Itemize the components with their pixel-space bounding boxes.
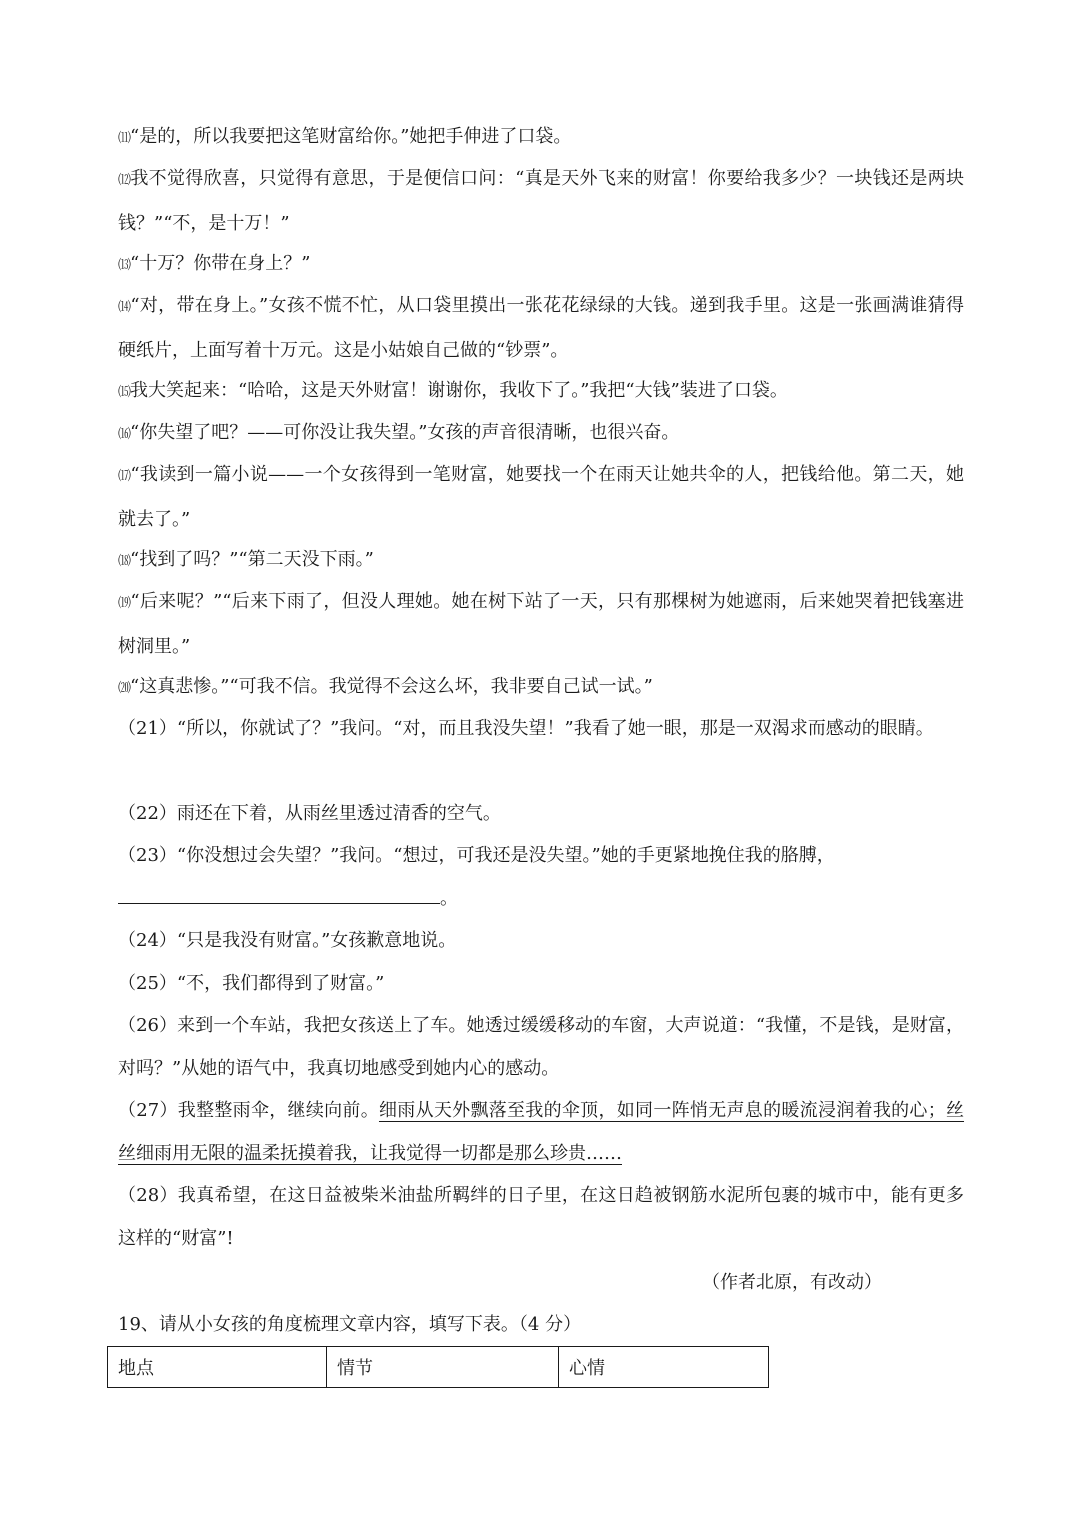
paragraph-number: （24） bbox=[118, 930, 177, 951]
paragraph-18 bbox=[118, 539, 964, 584]
paragraph-text: 我大笑起来：“哈哈，这是天外财富！谢谢你，我收下了。”我把“大钱”装进了口袋。 bbox=[130, 380, 788, 401]
paragraph-text: “你失望了吧？——可你没让我失望。”女孩的声音很清晰，也很兴奋。 bbox=[130, 422, 680, 443]
paragraph-text: “十万？你带在身上？” bbox=[130, 253, 311, 274]
paragraph-text: 我整整雨伞，继续向前。 bbox=[177, 1100, 379, 1121]
paragraph-text: “只是我没有财富。”女孩歉意地说。 bbox=[176, 930, 457, 951]
paragraph-text: “后来呢？”“后来下雨了，但没人理她。她在树下站了一天，只有那棵树为她遮雨，后来她哭着把钱塞进树洞里。” bbox=[118, 591, 964, 657]
paragraph-number: （27） bbox=[118, 1100, 178, 1121]
paragraph-12 bbox=[118, 158, 964, 245]
paragraph-17 bbox=[118, 454, 964, 541]
paragraph-text: “你没想过会失望？”我问。“想过，可我还是没失望。”她的手更紧地挽住我的胳膊， bbox=[176, 845, 835, 866]
paragraph-number: ⒄ bbox=[118, 469, 131, 484]
header-cell-location[interactable]: 地点 bbox=[108, 1347, 327, 1388]
paragraph-text: “我读到一篇小说——一个女孩得到一笔财富，她要找一个在雨天让她共伞的人，把钱给他。第二天，她就去了。” bbox=[118, 464, 964, 530]
paragraph-number: ⒆ bbox=[118, 596, 131, 611]
paragraph-text: “是的，所以我要把这笔财富给你。”她把手伸进了口袋。 bbox=[130, 126, 572, 147]
paragraph-25 bbox=[118, 963, 964, 1006]
paragraph-number: ⒀ bbox=[118, 258, 131, 273]
paragraph-text: “找到了吗？”“第二天没下雨。” bbox=[130, 549, 374, 570]
paragraph-20 bbox=[118, 666, 964, 711]
paragraph-number: ⑿ bbox=[118, 173, 131, 188]
paragraph-26 bbox=[118, 1005, 964, 1090]
paragraph-14 bbox=[118, 285, 964, 372]
answer-table bbox=[107, 1346, 769, 1388]
paragraph-24 bbox=[118, 920, 964, 963]
paragraph-number: （26） bbox=[118, 1015, 178, 1036]
paragraph-19 bbox=[118, 581, 964, 668]
paragraph-number: （22） bbox=[118, 803, 177, 824]
paragraph-number: ⒇ bbox=[118, 681, 131, 696]
author-credit: （作者北原，有改动） bbox=[702, 1272, 882, 1293]
paragraph-22 bbox=[118, 793, 964, 836]
paragraph-number: ⑾ bbox=[118, 131, 131, 146]
paragraph-number: （23） bbox=[118, 845, 177, 866]
blank-suffix: 。 bbox=[440, 888, 458, 909]
paragraph-number: ⒁ bbox=[118, 300, 131, 315]
paragraph-text: 来到一个车站，我把女孩送上了车。她透过缓缓移动的车窗，大声说道：“我懂，不是钱，是财富，对吗？”从她的语气中，我真切地感受到她内心的感动。 bbox=[118, 1015, 965, 1079]
paragraph-text: 我真希望，在这日益被柴米油盐所羁绊的日子里，在这日趋被钢筋水泥所包裹的城市中，能有更多这样的“财富”! bbox=[118, 1185, 964, 1249]
paragraph-number: （28） bbox=[118, 1185, 178, 1206]
underlined-passage: 细雨从天外飘落至我的伞顶，如同一阵悄无声息的暖流浸润着我的心；丝丝细雨用无限的温柔抚摸着我，让我觉得一切都是那么珍贵…… bbox=[118, 1100, 965, 1164]
paragraph-28 bbox=[118, 1175, 964, 1260]
paragraph-23 bbox=[118, 835, 964, 878]
question-19: 19、请从小女孩的角度梳理文章内容，填写下表。（4 分） bbox=[118, 1314, 582, 1335]
paragraph-15 bbox=[118, 370, 964, 415]
paragraph-number: ⒃ bbox=[118, 427, 131, 442]
paragraph-27 bbox=[118, 1090, 964, 1175]
paragraph-11 bbox=[118, 116, 964, 161]
answer-blank[interactable] bbox=[118, 883, 440, 904]
paragraph-text: “不，我们都得到了财富。” bbox=[176, 973, 385, 994]
header-cell-mood[interactable]: 心情 bbox=[559, 1347, 769, 1388]
paragraph-text: 雨还在下着，从雨丝里透过清香的空气。 bbox=[176, 803, 501, 824]
fill-in-blank-line bbox=[118, 878, 964, 921]
paragraph-21 bbox=[118, 708, 964, 751]
paragraph-text: “这真悲惨。”“可我不信。我觉得不会这么坏，我非要自己试一试。” bbox=[130, 676, 653, 697]
paragraph-number: （21） bbox=[118, 718, 177, 739]
paragraph-number: ⒂ bbox=[118, 385, 131, 400]
paragraph-16 bbox=[118, 412, 964, 457]
paragraph-number: ⒅ bbox=[118, 554, 131, 569]
header-cell-plot[interactable]: 情节 bbox=[327, 1347, 559, 1388]
paragraph-text: 我不觉得欣喜，只觉得有意思，于是便信口问：“真是天外飞来的财富！你要给我多少？一块钱还是两块钱？”“不，是十万！” bbox=[118, 168, 964, 234]
paragraph-number: （25） bbox=[118, 973, 177, 994]
paragraph-text: “所以，你就试了？”我问。“对，而且我没失望！”我看了她一眼，那是一双渴求而感动的眼睛。 bbox=[176, 718, 934, 739]
table-header-row bbox=[108, 1347, 769, 1388]
paragraph-text: “对，带在身上。”女孩不慌不忙，从口袋里摸出一张花花绿绿的大钱。递到我手里。这是一张画满谁猜得硬纸片，上面写着十万元。这是小姑娘自己做的“钞票”。 bbox=[118, 295, 964, 361]
paragraph-13 bbox=[118, 243, 964, 288]
